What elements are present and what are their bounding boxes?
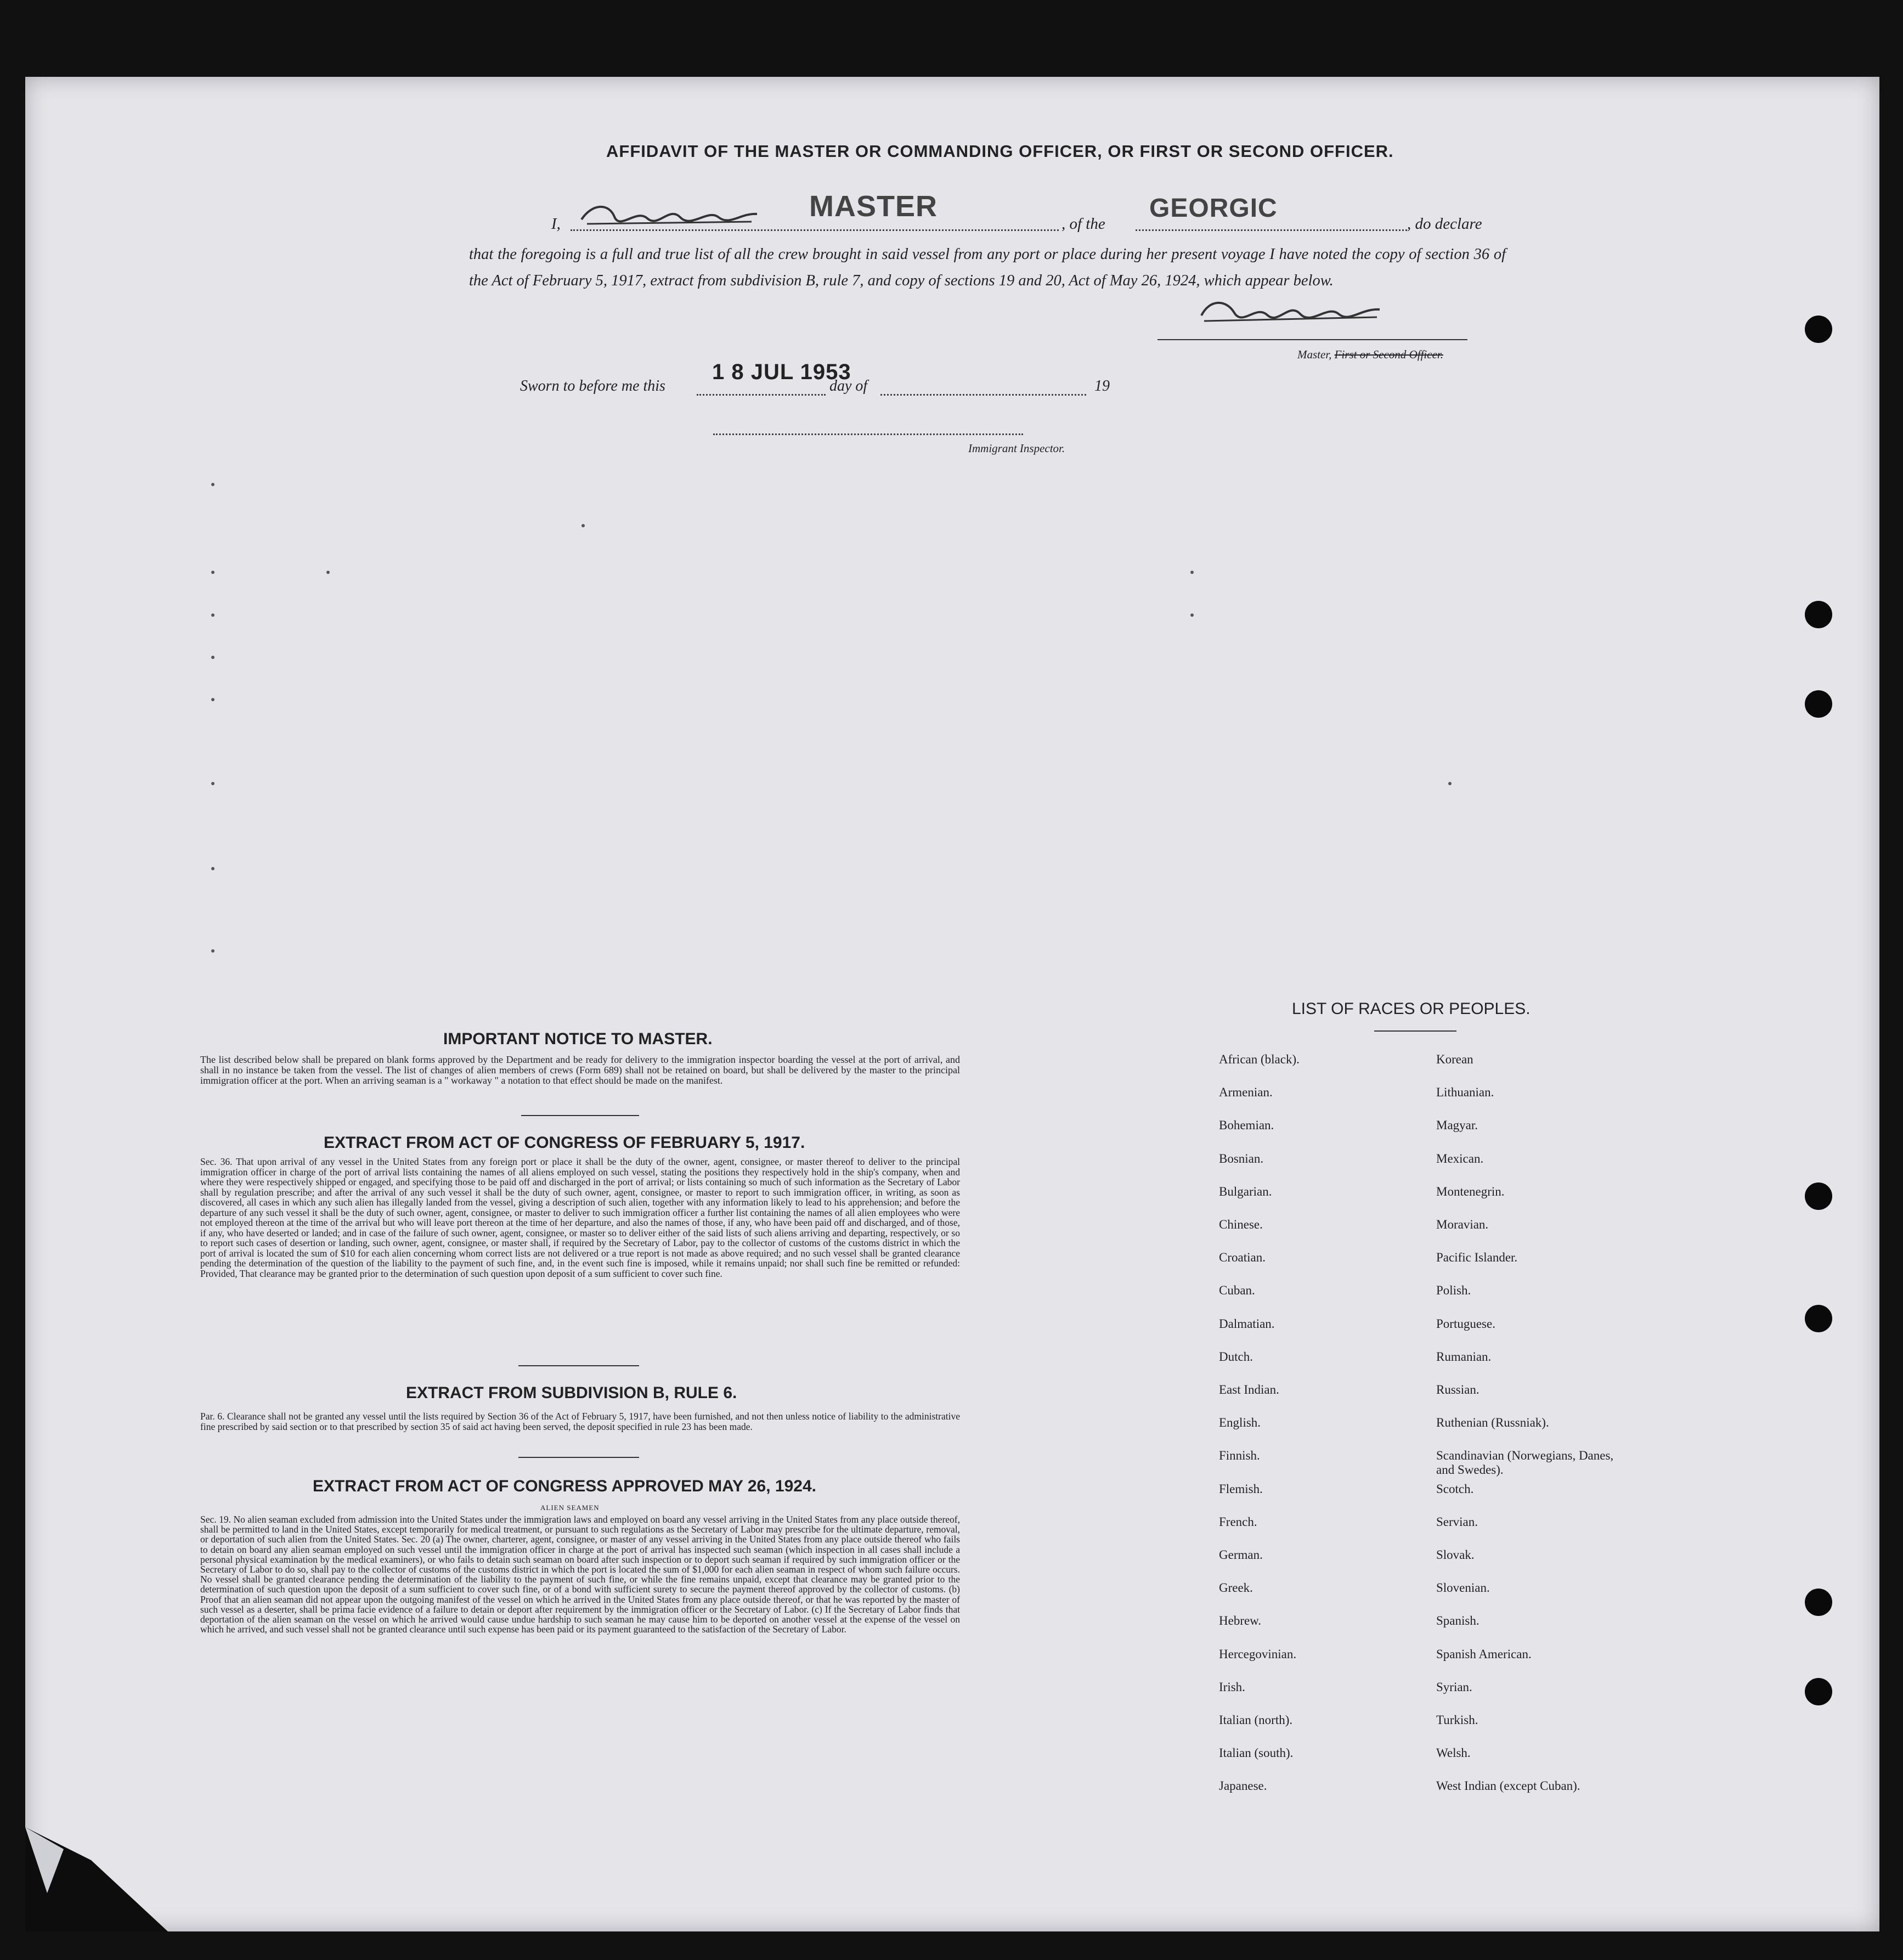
race-item: Chinese. bbox=[1219, 1218, 1263, 1231]
race-item: Croatian. bbox=[1219, 1251, 1266, 1265]
punch-hole bbox=[1805, 1678, 1832, 1705]
stray-mark bbox=[211, 949, 214, 953]
races-divider bbox=[1374, 1030, 1456, 1032]
race-item: Servian. bbox=[1436, 1514, 1478, 1529]
stray-mark bbox=[326, 571, 330, 574]
name-fill-line bbox=[571, 229, 1059, 231]
race-item: Polish. bbox=[1436, 1283, 1471, 1298]
torn-corner bbox=[25, 1827, 168, 1931]
day-of-label: day of bbox=[829, 378, 868, 395]
race-item: Irish. bbox=[1219, 1680, 1245, 1694]
stray-mark bbox=[1448, 782, 1452, 785]
stray-mark bbox=[211, 483, 214, 486]
race-item: Finnish. bbox=[1219, 1449, 1260, 1463]
race-item: Moravian. bbox=[1436, 1218, 1489, 1231]
race-item: English. bbox=[1219, 1416, 1261, 1430]
race-item: African (black). bbox=[1219, 1052, 1300, 1066]
race-item: West Indian (except Cuban). bbox=[1436, 1779, 1580, 1793]
race-item: Cuban. bbox=[1219, 1283, 1255, 1298]
race-item: Korean bbox=[1436, 1052, 1473, 1066]
race-item: Ruthenian (Russniak). bbox=[1436, 1416, 1549, 1430]
race-item: Greek. bbox=[1219, 1581, 1253, 1595]
stray-mark bbox=[581, 524, 585, 527]
signature-caption bbox=[1297, 348, 1443, 362]
signature-caption-prefix: Master, bbox=[1297, 348, 1332, 361]
race-item: Italian (south). bbox=[1219, 1746, 1294, 1760]
stray-mark bbox=[211, 867, 214, 870]
vessel-fill-line bbox=[1136, 229, 1407, 231]
affidavit-title: AFFIDAVIT OF THE MASTER OR COMMANDING OFFICER, OR FIRST OR SECOND OFFICER. bbox=[606, 142, 1394, 161]
race-item: Flemish. bbox=[1219, 1482, 1263, 1496]
extract-1917-divider bbox=[518, 1365, 639, 1366]
extract-1917-title: EXTRACT FROM ACT OF CONGRESS OF FEBRUARY 5, 1917. bbox=[324, 1134, 805, 1152]
race-item: Scotch. bbox=[1436, 1482, 1474, 1496]
sworn-date-stamp: 1 8 JUL 1953 bbox=[712, 360, 851, 384]
of-the-label: , of the bbox=[1061, 215, 1105, 233]
punch-hole bbox=[1805, 1182, 1832, 1210]
month-fill-line bbox=[880, 394, 1086, 396]
stray-mark bbox=[211, 571, 214, 574]
race-item: Turkish. bbox=[1436, 1713, 1478, 1727]
declaration-i-label: I, bbox=[551, 215, 561, 233]
punch-hole bbox=[1805, 601, 1832, 628]
punch-hole bbox=[1805, 1305, 1832, 1332]
extract-1924-body: Sec. 19. No alien seaman excluded from admission into the United States under the immigration laws and employed on board any vessel arriving in the United States from any place outside thereof, shall be permitted to land in the United States, except temporarily for medical treatment, or pursuant to such regulations as the Secretary of Labor may prescribe for the ultimate departure, removal, or deportation of such alien from the United States. Sec. 20 (a) The owner, charterer, agent, consignee, or master of any vessel arriving in the United States from any place outside thereof who fails to detain on board any alien seaman employed on such vessel until the immigration officer in charge at the port of arrival has inspected such seaman (which inspection in all cases shall include a personal physical examination by the medical examiners), or who fails to detain such seaman on board after such inspection or to deport such seaman if required by such immigration officer or the Secretary of Labor to do so, shall pay to the collector of customs of the customs district in which the port is located the sum of $1,000 for each alien seaman in respect of whom such failure occurs. No vessel shall be granted clearance pending the determination of the liability to the payment of such fine, or while the fine remains unpaid, except that clearance may be granted prior to the determination of such question upon the deposit of a sum sufficient to cover such fine, or of a bond with sufficient surety to secure the payment thereof approved by the collector of customs. (b) Proof that an alien seaman did not appear upon the outgoing manifest of the vessel on which he arrived in the United States from any place outside thereof, or that he was reported by the master of such vessel as a deserter, shall be prima facie evidence of a failure to detain or deport after requirement by the immigration officer or the Secretary of Labor. (c) If the Secretary of Labor finds that deportation of the alien seaman on the vessel on which he arrived would cause undue hardship to such seaman he may cause him to be deported on another vessel at the expense of the vessel on which he arrived, and such vessel shall not be granted clearance until such expense has been paid or its payment guaranteed to the satisfaction of the Secretary of Labor. bbox=[200, 1514, 960, 1635]
race-item: Pacific Islander. bbox=[1436, 1251, 1518, 1265]
stray-mark bbox=[1190, 571, 1194, 574]
do-declare-label: , do declare bbox=[1407, 215, 1482, 233]
extract-1924-subtitle: ALIEN SEAMEN bbox=[540, 1503, 600, 1512]
race-item: Armenian. bbox=[1219, 1085, 1273, 1100]
inspector-line bbox=[713, 433, 1023, 435]
notice-divider bbox=[521, 1115, 639, 1116]
stray-mark bbox=[211, 698, 214, 701]
races-title: LIST OF RACES OR PEOPLES. bbox=[1292, 1000, 1531, 1018]
signature-line bbox=[1157, 339, 1467, 340]
extract-rule6-title: EXTRACT FROM SUBDIVISION B, RULE 6. bbox=[406, 1384, 737, 1402]
race-item: Hercegovinian. bbox=[1219, 1647, 1297, 1661]
race-item: Mexican. bbox=[1436, 1151, 1484, 1165]
extract-rule6-divider bbox=[518, 1457, 639, 1458]
race-item: Spanish. bbox=[1436, 1614, 1480, 1628]
race-item: German. bbox=[1219, 1548, 1263, 1562]
race-item: Syrian. bbox=[1436, 1680, 1472, 1694]
race-item: Spanish American. bbox=[1436, 1647, 1532, 1661]
sworn-prefix: Sworn to before me this bbox=[520, 378, 665, 395]
race-item: Bosnian. bbox=[1219, 1151, 1264, 1165]
stray-mark bbox=[211, 782, 214, 785]
race-item: Japanese. bbox=[1219, 1779, 1267, 1793]
race-item: Montenegrin. bbox=[1436, 1184, 1505, 1198]
race-item: Russian. bbox=[1436, 1383, 1480, 1396]
punch-hole bbox=[1805, 690, 1832, 718]
race-item: Italian (north). bbox=[1219, 1713, 1293, 1727]
race-item: Welsh. bbox=[1436, 1746, 1471, 1760]
race-item: French. bbox=[1219, 1514, 1257, 1529]
race-item: Portuguese. bbox=[1436, 1316, 1495, 1331]
race-item: Bulgarian. bbox=[1219, 1184, 1272, 1198]
race-item: Lithuanian. bbox=[1436, 1085, 1494, 1100]
signature-caption-struck: First or Second Officer. bbox=[1334, 348, 1443, 361]
race-item: Scandinavian (Norwegians, Danes, and Swedes). bbox=[1436, 1449, 1614, 1477]
punch-hole bbox=[1805, 1589, 1832, 1616]
stray-mark bbox=[211, 613, 214, 617]
notice-body: The list described below shall be prepared on blank forms approved by the Department and be ready for delivery to the immigration inspector boarding the vessel at the port of arrival, and shall in no instance be taken from the vessel. The list of changes of alien members of crews (Form 689) shall not be retained on board, but shall be delivered by the master to the principal immigration officer at the port. When an arriving seaman is a " workaway " a notation to that effect should be made on the manifest. bbox=[200, 1054, 960, 1086]
year-label: 19 bbox=[1094, 378, 1110, 395]
master-stamp: MASTER bbox=[809, 190, 938, 223]
race-item: Bohemian. bbox=[1219, 1118, 1274, 1133]
race-item: Slovak. bbox=[1436, 1548, 1475, 1562]
sworn-day-line bbox=[697, 394, 826, 396]
master-signature-2 bbox=[1196, 291, 1382, 329]
stray-mark bbox=[211, 656, 214, 659]
notice-title: IMPORTANT NOTICE TO MASTER. bbox=[443, 1030, 713, 1048]
race-item: Magyar. bbox=[1436, 1118, 1478, 1133]
punch-hole bbox=[1805, 316, 1832, 343]
document-sheet bbox=[25, 77, 1879, 1931]
master-signature-1 bbox=[576, 198, 763, 230]
race-item: Slovenian. bbox=[1436, 1581, 1490, 1595]
race-item: Dutch. bbox=[1219, 1349, 1253, 1364]
inspector-caption: Immigrant Inspector. bbox=[968, 442, 1065, 455]
extract-1917-body: Sec. 36. That upon arrival of any vessel in the United States from any foreign port or place it shall be the duty of the owner, agent, consignee, or master thereof to deliver to the principal immigration officer in charge of the port of arrival lists containing the names of all aliens employed on such vessel, stating the positions they respectively hold in the ship's company, when and where they were respectively shipped or engaged, and specifying those to be paid off and discharged in the port of arrival; or lists containing so much of such information as the Secretary of Labor shall by regulation prescribe; and after the arrival of any such vessel it shall be the duty of such owner, agent, consignee, or master to report to such immigration officer, in writing, as soon as discovered, all cases in which any such alien has illegally landed from the vessel, giving a description of such alien, together with any information likely to lead to his apprehension; and before the departure of any such vessel it shall be the duty of such owner, agent, consignee, or master to deliver to such immigration officer a further list containing the names of all alien employees who were not employed thereon at the time of the arrival but who will leave port thereon at the time of her departure, and also the names of those, if any, who have been paid off and discharged, and of those, if any, who have deserted or landed; and in case of the failure of such owner, agent, consignee, or master so to deliver either of the said lists of such aliens arriving and departing, respectively, or so to report such cases of desertion or landing, such owner, agent, consignee, or master shall, if required by the Secretary of Labor, pay to the collector of customs of the customs district in which the port of arrival is located the sum of $10 for each alien concerning whom correct lists are not delivered or a true report is not made as above required; and no such vessel shall be granted clearance pending the determination of the question of the liability to the payment of such fine, and, in the event such fine is imposed, while it remains unpaid; nor shall such fine be remitted or refunded: Provided, That clearance may be granted prior to the determination of such question upon deposit of a sum sufficient to cover such fine. bbox=[200, 1156, 960, 1279]
race-item: Dalmatian. bbox=[1219, 1316, 1275, 1331]
vessel-stamp: GEORGIC bbox=[1149, 194, 1278, 223]
extract-1924-title: EXTRACT FROM ACT OF CONGRESS APPROVED MAY 26, 1924. bbox=[313, 1477, 816, 1495]
race-item: East Indian. bbox=[1219, 1383, 1279, 1396]
declaration-paragraph: that the foregoing is a full and true list of all the crew brought in said vessel from any port or place during her present voyage I have noted the copy of section 36 of the Act of February 5, 1917, extract from subdivision B, rule 7, and copy of sections 19 and 20, Act of May 26, 1924, which appear below. bbox=[469, 246, 1506, 289]
extract-rule6-body: Par. 6. Clearance shall not be granted any vessel until the lists required by Section 36 of the Act of February 5, 1917, have been furnished, and not then unless notice of liability to the administrative fine prescribed by said section or to that prescribed by section 35 of said act having been served, the deposit specified in rule 23 has been made. bbox=[200, 1411, 960, 1432]
race-item: Hebrew. bbox=[1219, 1614, 1262, 1628]
race-item: Rumanian. bbox=[1436, 1349, 1492, 1364]
stray-mark bbox=[1190, 613, 1194, 617]
